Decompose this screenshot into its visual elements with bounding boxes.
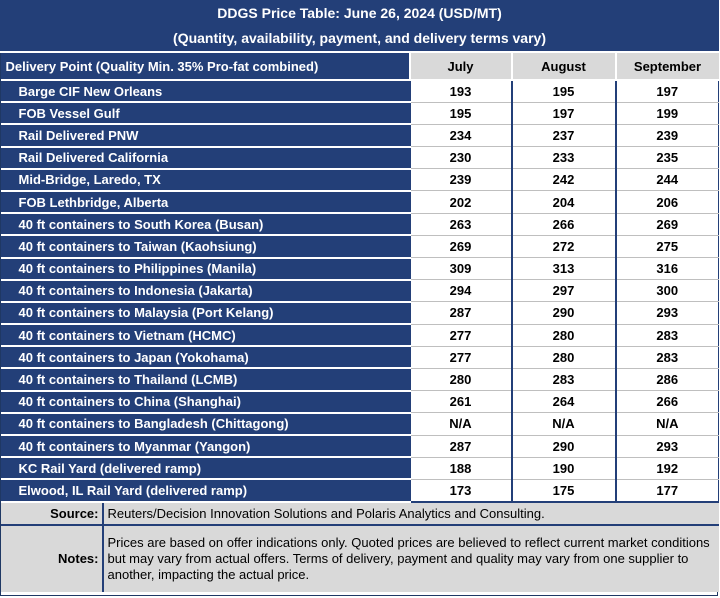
price-cell: 193 — [410, 80, 512, 102]
delivery-point-cell: 40 ft containers to Indonesia (Jakarta) — [1, 280, 410, 302]
price-cell: 264 — [512, 391, 616, 413]
delivery-point-cell: Elwood, IL Rail Yard (delivered ramp) — [1, 479, 410, 501]
price-cell: 309 — [410, 258, 512, 280]
delivery-point-cell: 40 ft containers to Japan (Yokohama) — [1, 346, 410, 368]
table-row — [1, 258, 719, 280]
price-cell: 287 — [410, 302, 512, 324]
table-row — [1, 280, 719, 302]
price-cell: 290 — [512, 302, 616, 324]
price-cell: 283 — [512, 368, 616, 390]
delivery-point-cell: 40 ft containers to Vietnam (HCMC) — [1, 324, 410, 346]
price-cell: 195 — [512, 80, 616, 102]
price-cell: 266 — [616, 391, 719, 413]
source-row — [1, 502, 719, 525]
delivery-point-cell: FOB Lethbridge, Alberta — [1, 191, 410, 213]
table-row — [1, 346, 719, 368]
price-cell: 242 — [512, 169, 616, 191]
price-cell: 275 — [616, 235, 719, 257]
price-cell: 237 — [512, 124, 616, 146]
price-cell: 269 — [616, 213, 719, 235]
price-cell: N/A — [616, 413, 719, 435]
table-row — [1, 235, 719, 257]
price-cell: 283 — [616, 324, 719, 346]
delivery-point-cell: 40 ft containers to Malaysia (Port Kelang) — [1, 302, 410, 324]
price-cell: 269 — [410, 235, 512, 257]
table-row — [1, 368, 719, 390]
price-cell: 297 — [512, 280, 616, 302]
price-cell: N/A — [410, 413, 512, 435]
price-cell: 204 — [512, 191, 616, 213]
header-month-july: July — [410, 52, 512, 80]
header-month-august: August — [512, 52, 616, 80]
price-cell: 313 — [512, 258, 616, 280]
delivery-point-cell: 40 ft containers to Thailand (LCMB) — [1, 368, 410, 390]
price-cell: 293 — [616, 302, 719, 324]
price-cell: 233 — [512, 147, 616, 169]
delivery-point-cell: Barge CIF New Orleans — [1, 80, 410, 102]
table-row — [1, 102, 719, 124]
table-row — [1, 457, 719, 479]
price-cell: 283 — [616, 346, 719, 368]
table-row — [1, 213, 719, 235]
table-title: DDGS Price Table: June 26, 2024 (USD/MT) — [1, 1, 719, 27]
price-cell: 230 — [410, 147, 512, 169]
header-delivery-point: Delivery Point (Quality Min. 35% Pro-fat combined) — [1, 52, 410, 80]
table-row — [1, 169, 719, 191]
price-cell: 199 — [616, 102, 719, 124]
price-cell: 263 — [410, 213, 512, 235]
price-cell: 272 — [512, 235, 616, 257]
price-cell: 190 — [512, 457, 616, 479]
price-cell: 175 — [512, 479, 616, 501]
price-cell: 261 — [410, 391, 512, 413]
price-cell: 239 — [616, 124, 719, 146]
delivery-point-cell: 40 ft containers to South Korea (Busan) — [1, 213, 410, 235]
price-cell: 197 — [512, 102, 616, 124]
price-cell: 280 — [512, 324, 616, 346]
price-cell: 195 — [410, 102, 512, 124]
source-text: Reuters/Decision Innovation Solutions and Polaris Analytics and Consulting. — [103, 502, 719, 525]
price-cell: 280 — [512, 346, 616, 368]
price-cell: 277 — [410, 346, 512, 368]
price-cell: N/A — [512, 413, 616, 435]
table-row — [1, 435, 719, 457]
delivery-point-cell: Rail Delivered California — [1, 147, 410, 169]
table-row — [1, 391, 719, 413]
delivery-point-cell: Rail Delivered PNW — [1, 124, 410, 146]
price-cell: 300 — [616, 280, 719, 302]
price-cell: 197 — [616, 80, 719, 102]
notes-row — [1, 525, 719, 592]
price-cell: 287 — [410, 435, 512, 457]
price-cell: 280 — [410, 368, 512, 390]
table-row — [1, 479, 719, 501]
delivery-point-cell: FOB Vessel Gulf — [1, 102, 410, 124]
price-cell: 286 — [616, 368, 719, 390]
table-row — [1, 80, 719, 102]
table-row — [1, 413, 719, 435]
table-row — [1, 124, 719, 146]
price-cell: 294 — [410, 280, 512, 302]
header-month-september: September — [616, 52, 719, 80]
price-cell: 177 — [616, 479, 719, 501]
price-cell: 266 — [512, 213, 616, 235]
header-row — [1, 52, 719, 80]
source-label: Source: — [1, 502, 103, 525]
delivery-point-cell: 40 ft containers to China (Shanghai) — [1, 391, 410, 413]
delivery-point-cell: 40 ft containers to Bangladesh (Chittagong) — [1, 413, 410, 435]
notes-text: Prices are based on offer indications only. Quoted prices are believed to reflect current market conditions but may vary from actual offers. Terms of delivery, payment and quality may vary from one supplier to another, impacting the actual price. — [103, 525, 719, 592]
price-cell: 173 — [410, 479, 512, 501]
price-cell: 316 — [616, 258, 719, 280]
delivery-point-cell: 40 ft containers to Philippines (Manila) — [1, 258, 410, 280]
price-cell: 206 — [616, 191, 719, 213]
table-row — [1, 324, 719, 346]
price-cell: 235 — [616, 147, 719, 169]
table-row — [1, 147, 719, 169]
price-cell: 188 — [410, 457, 512, 479]
title-row — [1, 1, 719, 27]
price-cell: 192 — [616, 457, 719, 479]
price-cell: 202 — [410, 191, 512, 213]
subtitle-row — [1, 26, 719, 52]
table-row — [1, 302, 719, 324]
price-cell: 234 — [410, 124, 512, 146]
delivery-point-cell: KC Rail Yard (delivered ramp) — [1, 457, 410, 479]
delivery-point-cell: Mid-Bridge, Laredo, TX — [1, 169, 410, 191]
notes-label: Notes: — [1, 525, 103, 592]
price-cell: 239 — [410, 169, 512, 191]
table-row — [1, 191, 719, 213]
price-cell: 277 — [410, 324, 512, 346]
delivery-point-cell: 40 ft containers to Myanmar (Yangon) — [1, 435, 410, 457]
price-cell: 290 — [512, 435, 616, 457]
table-subtitle: (Quantity, availability, payment, and delivery terms vary) — [1, 26, 719, 52]
price-cell: 293 — [616, 435, 719, 457]
delivery-point-cell: 40 ft containers to Taiwan (Kaohsiung) — [1, 235, 410, 257]
price-cell: 244 — [616, 169, 719, 191]
